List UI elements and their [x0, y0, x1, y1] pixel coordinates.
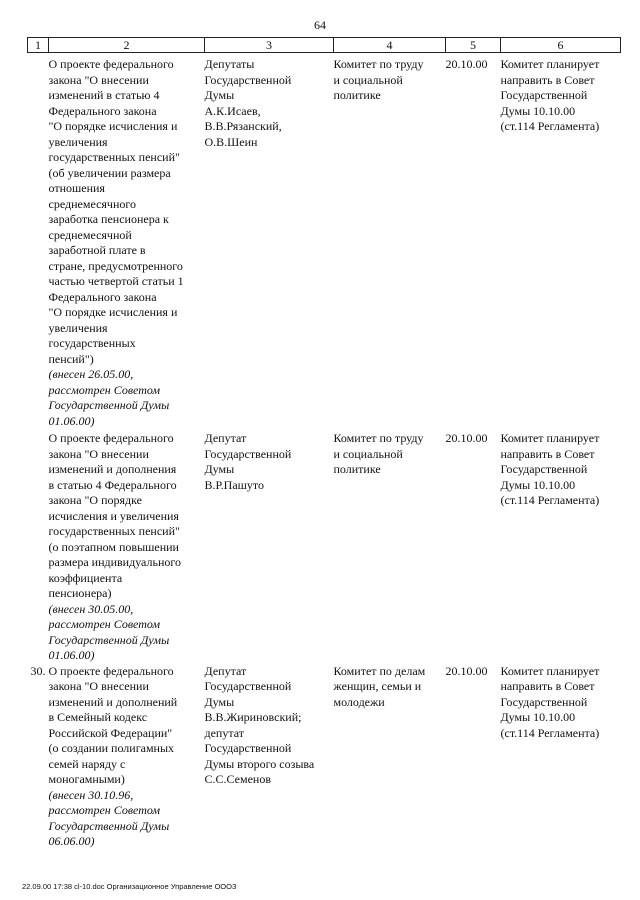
committee-line: Комитет по труду [333, 57, 424, 71]
bill-note-line: 01.06.00) [48, 413, 95, 428]
bill-title-line: Федерального закона [48, 103, 157, 118]
row-number [28, 53, 49, 432]
plan-line: направить в Совет [500, 446, 595, 461]
bill-title-line: исчисления и увеличения [48, 508, 179, 523]
column-header: 5 [446, 38, 501, 53]
author-line: Депутат [204, 431, 247, 445]
bill-title-cell [49, 664, 205, 850]
committee-line: и социальной [333, 446, 403, 461]
author-line: Думы [204, 694, 235, 709]
author-line: Думы [204, 88, 235, 102]
bill-note-line: (внесен 26.05.00, [48, 367, 134, 381]
author-line: А.К.Исаев, [204, 103, 261, 118]
bill-title-line: (об увеличении размера [48, 165, 171, 180]
column-header: 6 [501, 38, 621, 53]
author-line: Государственной [204, 72, 292, 87]
author-line: О.В.Шеин [204, 134, 258, 149]
row-number [28, 431, 49, 664]
bill-title-line: заработной плате в [48, 243, 146, 257]
plan-line: Комитет планирует [500, 57, 600, 71]
bill-title-line: закона "О внесении [48, 446, 149, 461]
committee-line: молодежи [333, 694, 385, 709]
committee-cell [334, 664, 446, 850]
column-header-row [28, 38, 621, 53]
bill-title-line: пенсий") [48, 351, 94, 366]
bill-title-line: О проекте федерального [48, 431, 174, 445]
bill-note-line: рассмотрен Советом [48, 382, 161, 397]
bill-title-line: размера индивидуального [48, 555, 181, 569]
author-line: Государственной [204, 446, 292, 461]
agenda-table [27, 37, 621, 850]
plan-line: Комитет планирует [500, 431, 600, 445]
bill-title-line: О проекте федерального [48, 663, 174, 678]
footer-text: 22.09.00 17:38 cl-10.doc Организационное Управление ОООЗ [22, 882, 237, 891]
plan-line: Думы 10.10.00 [500, 477, 576, 492]
plan-line: (ст.114 Регламента) [500, 119, 600, 133]
committee-cell [334, 431, 446, 664]
bill-title-line: государственных пенсий" [48, 524, 180, 538]
bill-note-line: Государственной Думы [48, 398, 170, 412]
committee-line: политике [333, 462, 381, 476]
plan-line: Государственной [500, 462, 588, 476]
page-number: 64 [314, 18, 326, 32]
column-header: 2 [49, 38, 205, 53]
bill-title-line: увеличения [48, 320, 108, 335]
table-row [28, 431, 621, 664]
committee-line: женщин, семьи и [333, 679, 422, 693]
plan-line: Думы 10.10.00 [500, 103, 576, 118]
bill-title-line: "О порядке исчисления и [48, 119, 178, 133]
column-header: 1 [28, 38, 49, 53]
bill-note-line: 01.06.00) [48, 648, 95, 662]
author-line: Депутаты [204, 57, 255, 71]
bill-title-line: Федерального закона [48, 289, 157, 304]
plan-cell [501, 53, 621, 432]
date-cell: 20.10.00 [445, 57, 488, 71]
author-line: Государственной [204, 679, 292, 693]
bill-title-line: "О порядке исчисления и [48, 305, 178, 319]
bill-title-line: коэффициента [48, 570, 123, 585]
authors-cell [205, 431, 334, 664]
author-line: С.С.Семенов [204, 772, 271, 786]
bill-title-line: моногамными) [48, 772, 125, 786]
plan-line: (ст.114 Регламента) [500, 493, 600, 507]
column-header: 3 [205, 38, 334, 53]
bill-title-line: закона "О порядке [48, 493, 143, 507]
table-row [28, 53, 621, 432]
bill-title-line: (о поэтапном повышении [48, 539, 179, 554]
bill-note-line: Государственной Думы [48, 632, 170, 647]
bill-note-line: рассмотрен Советом [48, 617, 161, 631]
bill-note-line: (внесен 30.10.96, [48, 787, 134, 802]
author-line: Государственной [204, 741, 292, 755]
bill-title-line: изменений в статью 4 [48, 88, 160, 102]
plan-line: направить в Совет [500, 72, 595, 87]
plan-cell [501, 431, 621, 664]
plan-line: Государственной [500, 88, 588, 102]
bill-note-line: 06.06.00) [48, 834, 95, 848]
bill-title-line: изменений и дополнения [48, 462, 177, 476]
bill-title-line: частью четвертой статьи 1 [48, 274, 184, 288]
bill-title-line: в статью 4 Федерального [48, 477, 177, 492]
date-cell: 20.10.00 [445, 663, 488, 678]
bill-note-line: рассмотрен Советом [48, 803, 161, 817]
bill-title-line: государственных пенсий" [48, 150, 180, 164]
author-line: В.В.Жириновский; [204, 710, 302, 724]
bill-title-line: (о создании полигамных [48, 741, 175, 755]
bill-title-line: семей наряду с [48, 756, 126, 771]
author-line: В.В.Рязанский, [204, 119, 282, 133]
author-line: депутат [204, 725, 245, 740]
committee-line: и социальной [333, 72, 403, 87]
bill-title-line: Российской Федерации" [48, 725, 173, 740]
bill-title-line: среднемесячной [48, 227, 132, 242]
bill-title-line: государственных [48, 336, 136, 350]
plan-line: Думы 10.10.00 [500, 710, 576, 724]
column-header: 4 [334, 38, 446, 53]
plan-line: (ст.114 Регламента) [500, 725, 600, 740]
authors-cell [205, 53, 334, 432]
bill-note-line: Государственной Думы [48, 818, 170, 833]
bill-note-line: (внесен 30.05.00, [48, 601, 134, 616]
committee-cell [334, 53, 446, 432]
date-cell: 20.10.00 [445, 431, 488, 445]
author-line: Депутат [204, 663, 247, 678]
bill-title-line: заработка пенсионера к [48, 212, 169, 226]
table-row [28, 664, 621, 850]
committee-line: политике [333, 88, 381, 102]
bill-title-cell [49, 53, 205, 432]
plan-cell [501, 664, 621, 850]
bill-title-line: в Семейный кодекс [48, 710, 148, 724]
author-line: Думы [204, 462, 235, 476]
author-line: Думы второго созыва [204, 756, 315, 771]
committee-line: Комитет по делам [333, 663, 426, 678]
bill-title-line: закона "О внесении [48, 679, 149, 693]
bill-title-line: стране, предусмотренного [48, 258, 183, 273]
row-number: 30. [30, 663, 46, 678]
plan-line: Комитет планирует [500, 663, 600, 678]
plan-line: направить в Совет [500, 679, 595, 693]
bill-title-line: О проекте федерального [48, 57, 174, 71]
bill-title-line: увеличения [48, 134, 108, 149]
bill-title-line: отношения [48, 181, 105, 195]
committee-line: Комитет по труду [333, 431, 424, 445]
authors-cell [205, 664, 334, 850]
bill-title-line: среднемесячного [48, 196, 136, 211]
plan-line: Государственной [500, 694, 588, 709]
bill-title-line: пенсионера) [48, 586, 112, 600]
bill-title-line: изменений и дополнений [48, 694, 178, 709]
bill-title-cell [49, 431, 205, 664]
author-line: В.Р.Пашуто [204, 477, 264, 492]
bill-title-line: закона "О внесении [48, 72, 149, 87]
